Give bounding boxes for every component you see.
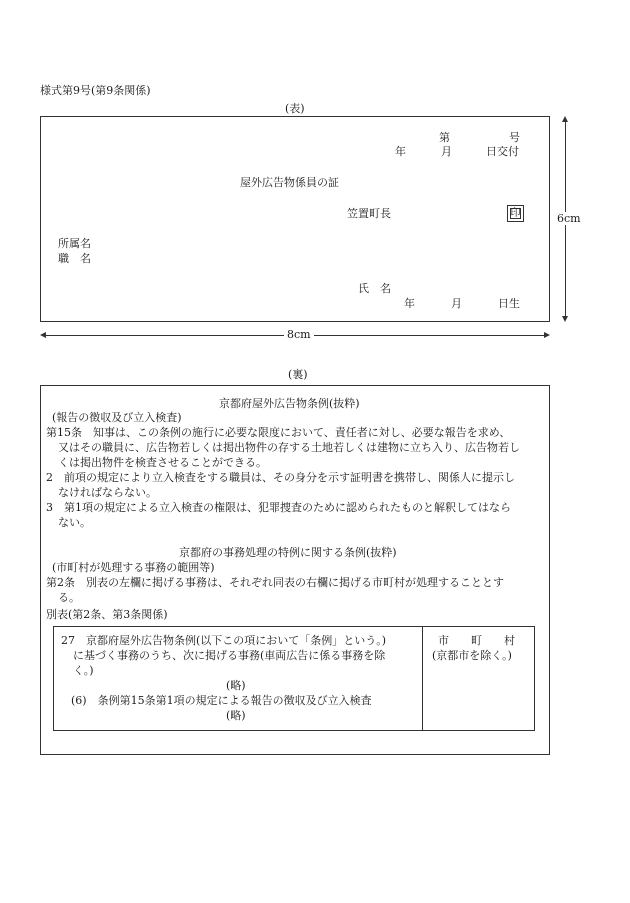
paragraph2-line2: なければならない。 (58, 486, 157, 499)
table-omission-1: (略) (226, 679, 246, 692)
issue-day: 日交付 (486, 145, 519, 158)
number-dai: 第 (439, 131, 450, 144)
paragraph3-line1: 3 第1項の規定による立入検査の権限は、犯罪捜査のために認められたものと解釈してはなら (46, 501, 511, 514)
certificate-title: 屋外広告物係員の証 (240, 176, 339, 189)
number-go: 号 (509, 131, 520, 144)
official-seal (507, 205, 524, 222)
arrow-up-icon (562, 116, 568, 122)
article2-line1: 第2条 別表の左欄に掲げる事務は、それぞれ同表の右欄に掲げる市町村が処理することとす (46, 576, 504, 589)
width-dimension-label: 8cm (284, 328, 314, 341)
arrow-right-icon (544, 332, 550, 338)
section1-subtitle: (報告の徴収及び立入検査) (52, 411, 182, 424)
article15-line2: 又はその職員に、広告物若しくは掲出物件の存する土地若しくは建物に立ち入り、広告物若し (58, 441, 520, 454)
table-right-line2: (京都市を除く。) (432, 649, 512, 662)
table-left-line1: 27 京都府屋外広告物条例(以下この項において「条例」という。) (61, 634, 387, 647)
birth-day: 日生 (498, 297, 520, 310)
seal-text: 印 (510, 208, 521, 219)
table-column-divider (422, 627, 423, 730)
position-label: 職 名 (58, 252, 91, 265)
paragraph2-line1: 2 前項の規定により立入検査をする職員は、その身分を示す証明書を携帯し、関係人に提示し (46, 471, 515, 484)
article15-line3: くは掲出物件を検査させることができる。 (58, 456, 267, 469)
table-left-line2: に基づく事務のうち、次に掲げる事務(車両広告に係る事務を除 (73, 649, 386, 662)
section1-title: 京都府屋外広告物条例(抜粋) (219, 397, 360, 410)
birth-year: 年 (404, 297, 415, 310)
affiliation-label: 所属名 (58, 237, 91, 250)
article2-line2: る。 (58, 591, 80, 604)
front-card (40, 116, 550, 322)
paragraph3-line2: ない。 (58, 516, 91, 529)
name-label: 氏 名 (358, 282, 391, 295)
section2-subtitle: (市町村が処理する事務の範囲等) (52, 561, 215, 574)
table-item-6: (6) 条例第15条第1項の規定による報告の徴収及び立入検査 (71, 694, 372, 707)
table-left-line3: く。) (73, 664, 94, 677)
appendix-label: 別表(第2条、第3条関係) (46, 608, 168, 621)
appendix-table (53, 626, 535, 731)
issue-year: 年 (395, 145, 406, 158)
arrow-down-icon (562, 316, 568, 322)
front-heading: (表) (285, 102, 305, 115)
article15-line1: 第15条 知事は、この条例の施行に必要な限度において、責任者に対し、必要な報告を求め、 (46, 426, 511, 439)
back-card (40, 385, 550, 755)
issuer-name: 笠置町長 (347, 207, 391, 220)
arrow-left-icon (40, 332, 46, 338)
issue-month: 月 (441, 145, 452, 158)
table-omission-2: (略) (226, 709, 246, 722)
birth-month: 月 (451, 297, 462, 310)
section2-title: 京都府の事務処理の特例に関する条例(抜粋) (179, 546, 397, 559)
back-heading: (裏) (288, 368, 308, 381)
table-right-line1: 市 町 村 (438, 634, 515, 647)
height-dimension-label: 6cm (554, 212, 584, 225)
form-number-label: 様式第9号(第9条関係) (40, 84, 151, 97)
